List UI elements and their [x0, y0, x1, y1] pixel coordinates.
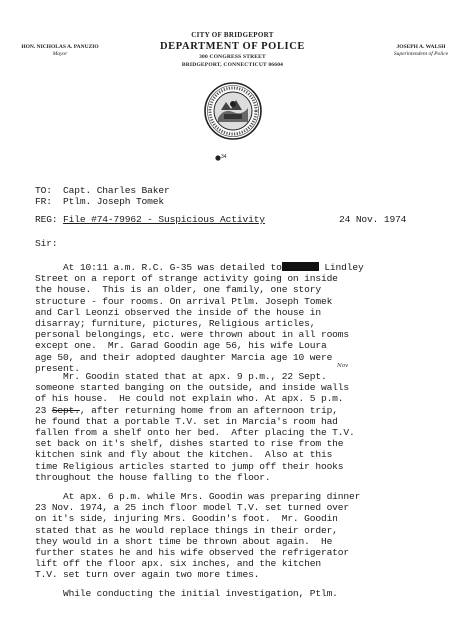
text-line: time Religious articles started to jump off their hooks: [35, 460, 344, 472]
text-line: Street on a report of strange activity going on inside: [35, 273, 338, 285]
memo-date: 24 Nov. 1974: [339, 214, 407, 225]
city-name: CITY OF BRIDGEPORT: [191, 31, 274, 39]
street-address: 300 CONGRESS STREET: [199, 54, 266, 60]
text-line: of his house. He could not explain who. At apx. 5 p.m.: [35, 393, 344, 405]
paragraph-3: [35, 491, 360, 581]
regarding-value: File #74-79962 - Suspicious Activity: [63, 214, 265, 225]
salutation: Sir:: [35, 238, 58, 249]
seal-number: 34: [221, 154, 227, 160]
text-line-start: At 10:11 a.m. R.C. G-35 was detailed to: [35, 262, 282, 273]
superintendent-block: [376, 44, 465, 58]
text-line: they would in a short time be thrown about again. He: [35, 535, 333, 547]
text-line: T.V. set turn over again two more times.: [35, 569, 260, 581]
text-line: the house. This is an older, one family, one story: [35, 284, 321, 296]
text-line: throughout the house falling to the floor.: [35, 471, 271, 483]
regarding-label: REG:: [35, 214, 58, 225]
department-name: DEPARTMENT OF POLICE: [159, 41, 306, 52]
text-line: 23 Nov. 1974, a 25 inch floor model T.V. set turned over: [35, 502, 350, 514]
city-seal-icon: [204, 82, 262, 140]
department-header: [140, 31, 325, 69]
text-line: lift off the floor apx. six inches, and the kitchen: [35, 558, 321, 570]
text-line: [35, 405, 355, 416]
text-line: and Carl Leonzi observed the inside of the house in: [35, 306, 321, 318]
text-line: on it's side, injuring Mrs. Goodin's foot. Mr. Goodin: [35, 513, 338, 525]
text-line: kitchen sink and fly about the kitchen. Also at this: [35, 449, 333, 461]
mayor-title: Mayor: [52, 51, 68, 57]
paragraph-2: [35, 371, 355, 483]
superintendent-title: Superintendent of Police: [393, 51, 449, 57]
text-line: stated that as he would replace things in their order,: [35, 524, 338, 536]
text-line: further states he and his wife observed the refrigerator: [35, 547, 350, 559]
paragraph-4: While conducting the initial investigation, Ptlm.: [35, 588, 338, 599]
text-line: [35, 262, 364, 273]
from-line: [35, 196, 164, 207]
text-line: present.: [35, 362, 80, 374]
to-value: Capt. Charles Baker: [63, 185, 170, 196]
text-line: except one. Mr. Garad Goodin age 56, his wife Loura: [35, 340, 327, 352]
mayor-block: [14, 44, 106, 58]
text-line: he found that a portable T.V. set in Marcia's room had: [35, 415, 338, 427]
text-line: At apx. 6 p.m. while Mrs. Goodin was preparing dinner: [35, 491, 361, 502]
text-line-end: , after returning home from an afternoon trip,: [79, 404, 338, 416]
from-label: FR:: [35, 196, 52, 207]
text-line: someone started banging on the outside, and inside walls: [35, 382, 350, 394]
handwritten-annotation: Nov: [337, 363, 349, 369]
text-line: age 50, and their adopted daughter Marcia age 10 were: [35, 351, 333, 363]
text-line-end: Lindley: [318, 262, 364, 273]
paragraph-1: [35, 262, 364, 374]
superintendent-name: JOSEPH A. WALSH: [396, 44, 446, 50]
to-line: [35, 185, 170, 196]
redaction-block: [282, 262, 319, 271]
text-line-start: 23: [35, 404, 52, 416]
text-line: fallen from a shelf onto her bed. After placing the T.V.: [35, 427, 355, 439]
city-state-address: BRIDGEPORT, CONNECTICUT 06604: [181, 61, 284, 68]
text-line: set back on it's shelf, dishes started to rise from the: [35, 438, 344, 450]
text-line: disarray; furniture, pictures, Religious articles,: [35, 318, 316, 330]
from-value: Ptlm. Joseph Tomek: [63, 196, 164, 207]
mayor-name: HON. NICHOLAS A. PANUZIO: [21, 44, 99, 50]
text-line: personal belongings, etc. were thrown about in all rooms: [35, 329, 350, 341]
struck-text: Sept.: [51, 404, 80, 416]
text-line: Mr. Goodin stated that at apx. 9 p.m., 22 Sept.: [35, 371, 327, 382]
regarding-line: [35, 214, 265, 225]
to-label: TO:: [35, 185, 52, 196]
text-line: structure - four rooms. On arrival Ptlm. Joseph Tomek: [35, 295, 333, 307]
